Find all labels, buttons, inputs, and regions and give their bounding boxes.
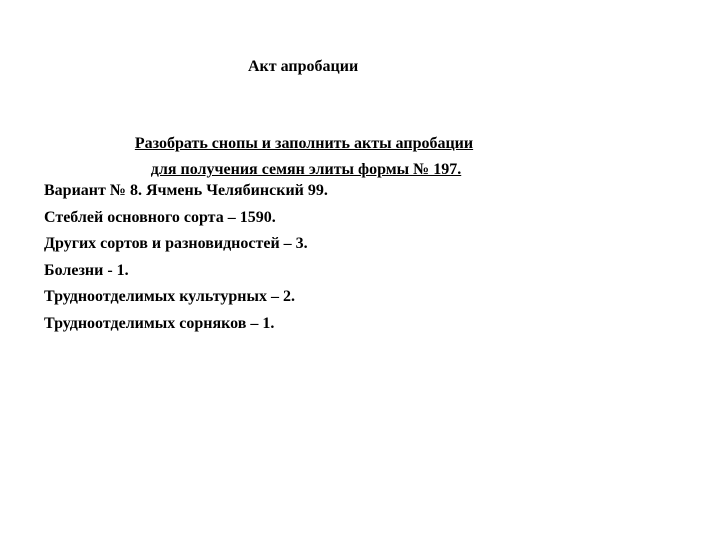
variant-details xyxy=(44,178,328,337)
document-title: Акт апробации xyxy=(248,58,359,75)
detail-hard-to-separate-crops: Трудноотделимых культурных – 2. xyxy=(44,288,295,305)
detail-main-variety-stems: Стеблей основного сорта – 1590. xyxy=(44,208,276,226)
task-line-1-text: Разобрать снопы и заполнить акты апробации xyxy=(134,135,474,152)
detail-variant: Вариант № 8. Ячмень Челябинский 99. xyxy=(44,182,328,199)
detail-other-varieties: Других сортов и разновидностей – 3. xyxy=(44,235,308,252)
task-line-2-text: для получения семян элиты формы № 197. xyxy=(150,161,462,178)
detail-diseases: Болезни - 1. xyxy=(44,261,129,279)
task-statement xyxy=(0,131,600,183)
task-line-1 xyxy=(0,131,600,157)
detail-hard-to-separate-weeds: Трудноотделимых сорняков – 1. xyxy=(44,314,275,332)
